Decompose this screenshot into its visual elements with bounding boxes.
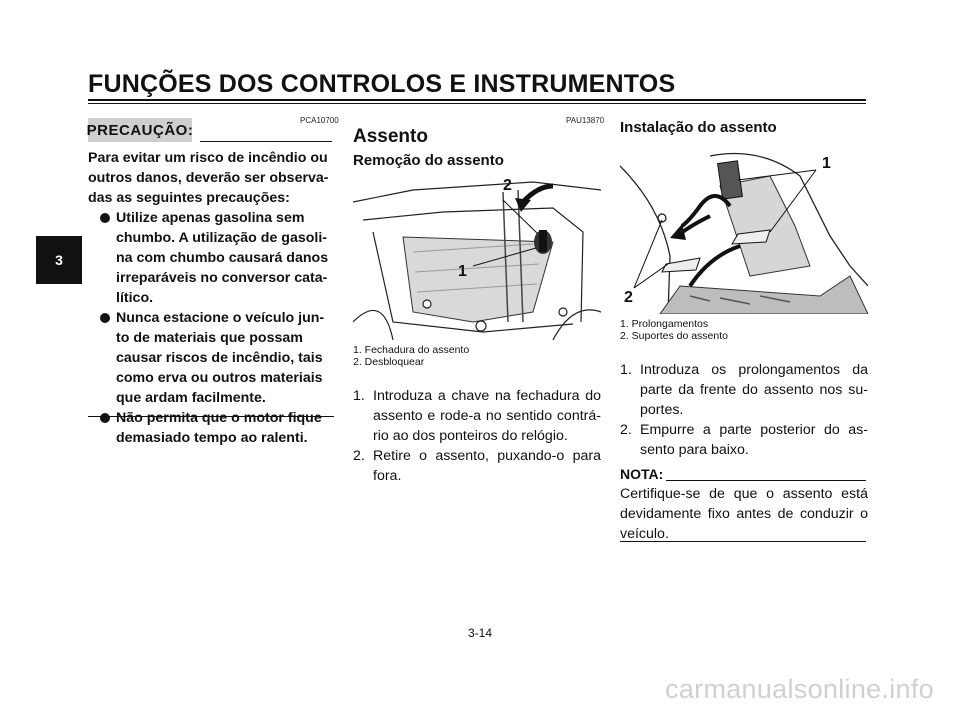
seat-lock-figure	[353, 172, 601, 340]
caution-bullet	[88, 308, 336, 408]
caution-bullet	[88, 208, 336, 308]
callout-1: 1	[458, 263, 467, 280]
step-number: 2.	[620, 422, 632, 438]
step-text: Introduza a chave na fechadura do assento e rode-a no sentido contrá-rio ao dos ponteiros do relógio.	[373, 388, 601, 444]
seat-lock-illustration	[353, 172, 601, 340]
note-rule	[666, 480, 866, 481]
note-text: Certifique-se de que o assento está devidamente fixo antes de conduzir o veículo.	[620, 486, 868, 542]
caution-intro: Para evitar um risco de incêndio ou outros danos, deverão ser observa-das as seguintes precauções:	[88, 150, 329, 206]
watermark: carmanualsonline.info	[665, 674, 934, 704]
callout-2: 2	[503, 177, 512, 194]
legend-item: 1. Fechadura do assento	[353, 344, 470, 356]
note-end-rule	[620, 541, 866, 542]
caution-code: PCA10700	[300, 116, 339, 125]
step-item	[620, 420, 868, 460]
header-rule-thin	[88, 103, 866, 104]
page-title: FUNÇÕES DOS CONTROLOS E INSTRUMENTOS	[88, 70, 676, 98]
bullet-text: Utilize apenas gasolina sem chumbo. A utilização de gasoli-na com chumbo causará danos irreparáveis no conversor cata-lítico.	[116, 210, 329, 306]
removal-steps	[353, 386, 601, 486]
installation-subtitle: Instalação do assento	[620, 119, 777, 136]
bullet-dot-icon	[100, 213, 110, 223]
callout-1: 1	[822, 155, 831, 172]
step-number: 1.	[620, 362, 632, 378]
step-number: 1.	[353, 388, 365, 404]
step-number: 2.	[353, 448, 365, 464]
legend-item: 2. Suportes do assento	[620, 330, 728, 342]
removal-subtitle: Remoção do assento	[353, 152, 504, 169]
step-text: Introduza os prolongamentos da parte da frente do assento nos su-portes.	[640, 362, 868, 418]
callout-2: 2	[624, 289, 633, 306]
section-title: Assento	[353, 126, 428, 147]
page-number: 3-14	[467, 626, 493, 640]
bullet-text: Nunca estacione o veículo jun-to de materiais que possam causar riscos de incêndio, tais como erva ou outros materiais que ardam facilmente.	[116, 310, 325, 406]
caution-bullets	[88, 208, 336, 448]
caution-body	[88, 148, 336, 448]
installation-steps	[620, 360, 868, 460]
note-label: NOTA:	[620, 466, 664, 482]
caution-end-rule	[88, 416, 334, 417]
section-code: PAU13870	[566, 116, 605, 125]
step-item	[353, 386, 601, 446]
caution-bullet	[88, 408, 336, 448]
caution-label: PRECAUÇÃO:	[88, 118, 192, 142]
step-item	[620, 360, 868, 420]
header-rule	[88, 99, 866, 101]
seat-install-illustration	[620, 146, 868, 314]
chapter-tab: 3	[36, 236, 82, 284]
legend-item: 1. Prolongamentos	[620, 318, 709, 330]
installation-legend	[620, 318, 728, 342]
step-item	[353, 446, 601, 486]
bullet-dot-icon	[100, 413, 110, 423]
caution-rule	[200, 141, 332, 142]
step-text: Empurre a parte posterior do as-sento para baixo.	[640, 422, 868, 458]
seat-install-figure	[620, 146, 868, 314]
step-text: Retire o assento, puxando-o para fora.	[373, 448, 601, 484]
removal-legend	[353, 344, 469, 368]
bullet-dot-icon	[100, 313, 110, 323]
bullet-text: Não permita que o motor fique demasiado tempo ao ralenti.	[116, 410, 322, 446]
legend-item: 2. Desbloquear	[353, 356, 425, 368]
